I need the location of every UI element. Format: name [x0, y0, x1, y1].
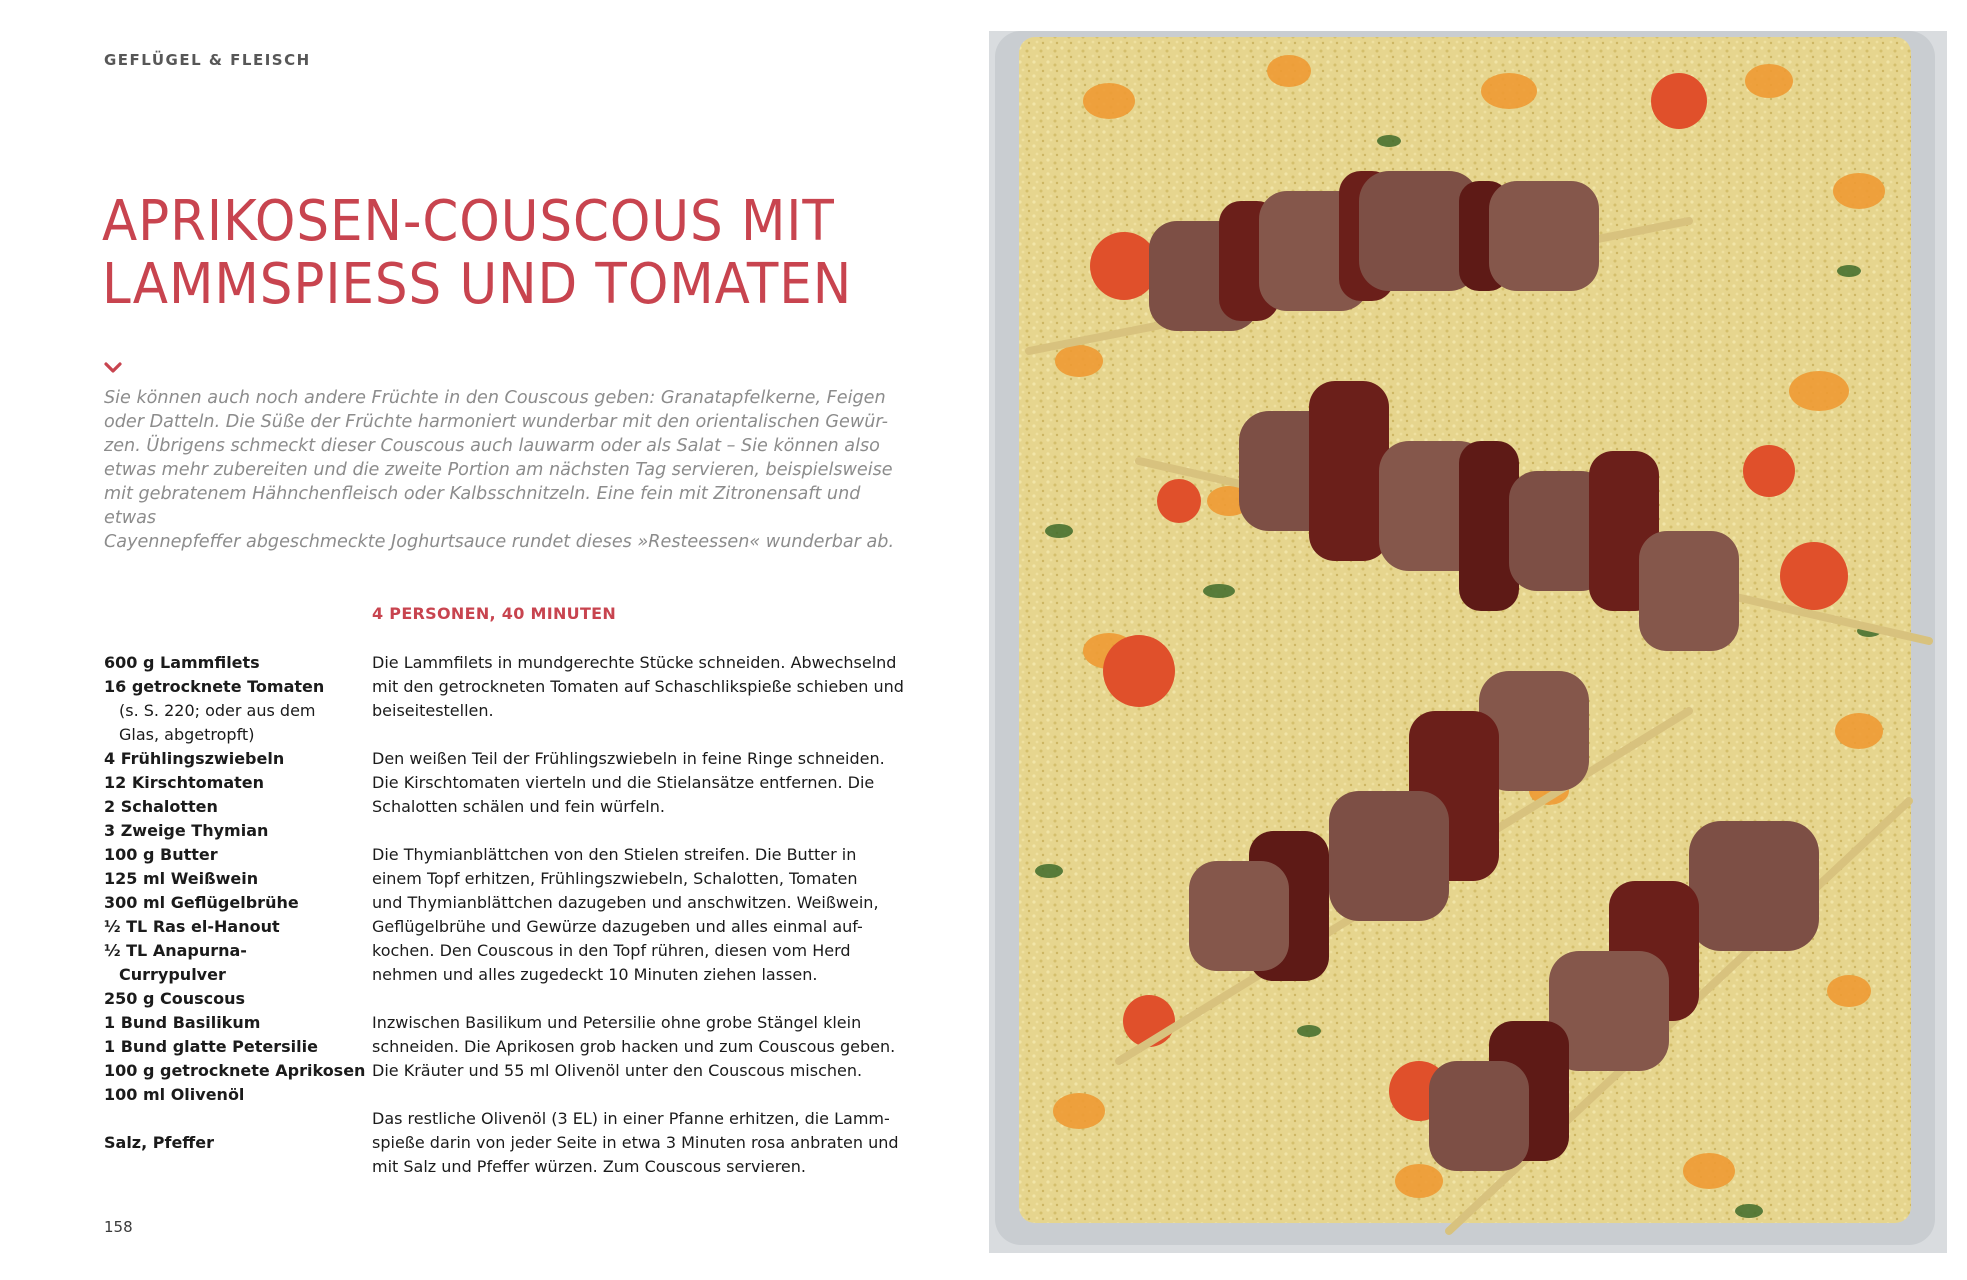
ingredient-item: 100 ml Olivenöl — [104, 1085, 245, 1104]
instruction-step-3: Die Thymianblättchen von den Stielen streifen. Die Butter in einem Topf erhitzen, Frühlingszwiebeln, Schalotten, Tomaten und Thymianblättchen dazugeben und anschwitzen. Weißwein, Geflügelbrühe und Gewürze dazugeben und alles einmal auf- kochen. Den Couscous in den Topf rühren, diesen vom Herd nehmen und alles zugedeckt 10 Minuten ziehen lassen. — [372, 845, 879, 984]
ingredient-item-continued: Currypulver — [119, 965, 226, 984]
instruction-step-2: Den weißen Teil der Frühlingszwiebeln in feine Ringe schneiden. Die Kirschtomaten vierteln und die Stielansätze entfernen. Die Schalotten schälen und fein würfeln. — [372, 749, 885, 816]
recipe-title — [102, 190, 893, 316]
ingredient-item: 12 Kirschtomaten — [104, 773, 265, 792]
dish-photo-illustration — [989, 31, 1947, 1253]
ingredient-item: 4 Frühlingszwiebeln — [104, 749, 285, 768]
ingredient-note: (s. S. 220; oder aus dem — [119, 701, 316, 720]
ingredient-item: Salz, Pfeffer — [104, 1133, 215, 1152]
recipe-intro: Sie können auch noch andere Früchte in den Couscous geben: Granatapfelkerne, Feigen oder Datteln. Die Süße der Früchte harmoniert wunderbar mit den orientalischen Gewür- zen. Übrigens schmeckt dieser Couscous auch lauwarm oder als Salat – Sie können also etwas mehr zubereiten und die zweite Portion am nächsten Tag servieren, beispielsweise mit gebratenem Hähnchenfleisch oder Kalbsschnitzeln. Eine fein mit Zitronensaft und etwas Cayennepfeffer abgeschmeckte Joghurtsauce rundet dieses »Resteessen« wunderbar ab. — [104, 388, 895, 552]
recipe-title-line-1: APRIKOSEN-COUSCOUS MIT — [102, 189, 835, 254]
section-header: GEFLÜGEL & FLEISCH — [104, 51, 311, 69]
ingredient-item: 100 g getrocknete Aprikosen — [104, 1061, 366, 1080]
page-number: 158 — [104, 1218, 133, 1236]
ingredient-item: 250 g Couscous — [104, 989, 246, 1008]
ingredient-item: ½ TL Ras el-Hanout — [104, 917, 280, 936]
ingredient-item: 125 ml Weißwein — [104, 869, 259, 888]
ingredient-spacer — [104, 1107, 354, 1131]
instruction-step-4: Inzwischen Basilikum und Petersilie ohne grobe Stängel klein schneiden. Die Aprikosen grob hacken und zum Couscous geben. Die Kräuter und 55 ml Olivenöl unter den Couscous mischen. — [372, 1013, 896, 1080]
ingredient-item: 2 Schalotten — [104, 797, 218, 816]
instruction-step-5: Das restliche Olivenöl (3 EL) in einer Pfanne erhitzen, die Lamm- spieße darin von jeder Seite in etwa 3 Minuten rosa anbraten und mit Salz und Pfeffer würzen. Zum Couscous servieren. — [372, 1109, 899, 1176]
ingredient-item: 1 Bund glatte Petersilie — [104, 1037, 318, 1056]
ingredient-list — [104, 651, 366, 1155]
recipe-title-line-2: LAMMSPIESS UND TOMATEN — [102, 252, 853, 317]
ingredient-item: 100 g Butter — [104, 845, 218, 864]
ingredient-item: 3 Zweige Thymian — [104, 821, 269, 840]
chevron-down-icon — [104, 362, 122, 374]
instruction-step-1: Die Lammfilets in mundgerechte Stücke schneiden. Abwechselnd mit den getrockneten Tomaten auf Schaschlikspieße schieben und beiseitestellen. — [372, 653, 904, 720]
servings-time: 4 PERSONEN, 40 MINUTEN — [372, 604, 617, 623]
ingredient-item: 1 Bund Basilikum — [104, 1013, 261, 1032]
ingredient-item: 16 getrocknete Tomaten — [104, 677, 325, 696]
instruction-steps — [372, 651, 912, 1203]
ingredient-item: 300 ml Geflügelbrühe — [104, 893, 299, 912]
ingredient-item: 600 g Lammfilets — [104, 653, 260, 672]
dish-photo — [989, 31, 1947, 1253]
ingredient-item: ½ TL Anapurna- — [104, 941, 247, 960]
ingredient-note: Glas, abgetropft) — [119, 725, 255, 744]
